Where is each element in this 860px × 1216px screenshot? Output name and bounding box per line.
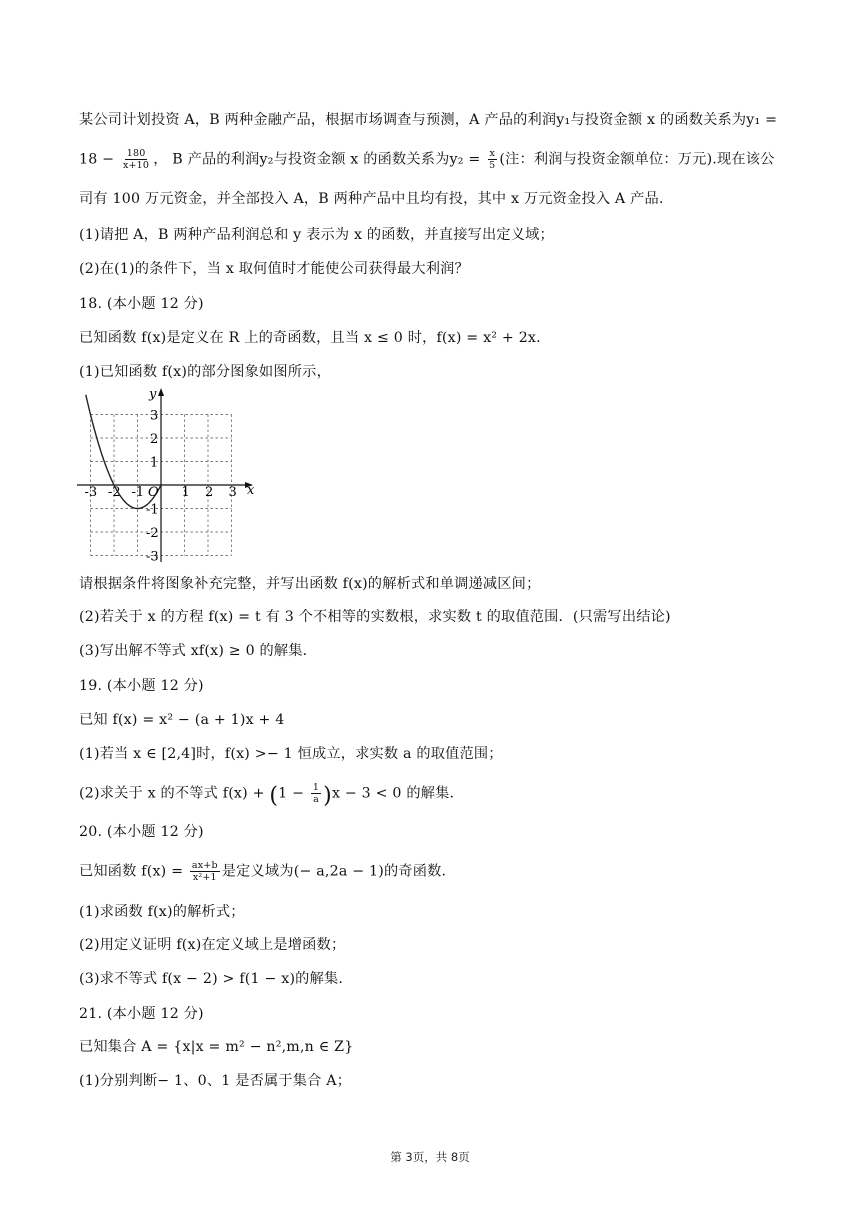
p17-question1: (1)请把 A，B 两种产品利润总和 y 表示为 x 的函数，并直接写出定义域； <box>79 227 554 243</box>
p18-header: 18. (本小题 12 分) <box>79 296 204 312</box>
x-tick-label: 2 <box>205 485 214 500</box>
p19-question1: (1)若当 x ∈ [2,4]时，f(x) >− 1 恒成立，求实数 a 的取值范围； <box>79 746 503 762</box>
p17-line2-post: (注：利润与投资金额单位：万元).现在该公 <box>499 151 775 168</box>
fraction <box>121 148 151 171</box>
fraction-numerator: x <box>489 148 496 159</box>
p20-question2: (2)用定义证明 f(x)在定义域上是增函数； <box>79 937 346 953</box>
p19-header: 19. (本小题 12 分) <box>79 678 204 694</box>
fraction-denominator: x²+1 <box>192 872 217 883</box>
left-paren: ( <box>269 783 279 809</box>
p17-line3: 司有 100 万元资金，并全部投入 A，B 两种产品中且均有投，其中 x 万元资金投入 A 产品. <box>79 191 664 207</box>
p19-q2-pre: (2)求关于 x 的不等式 f(x) + <box>79 785 270 802</box>
p18-after-graph: 请根据条件将图象补充完整，并写出函数 f(x)的解析式和单调递减区间； <box>79 576 541 592</box>
p20-header: 20. (本小题 12 分) <box>79 824 204 840</box>
y-tick-label: -2 <box>146 526 159 541</box>
p21-question1: (1)分别判断− 1、0、1 是否属于集合 A； <box>79 1073 352 1089</box>
fraction <box>487 148 497 171</box>
y-tick-label: -3 <box>146 549 159 562</box>
p18-question1: (1)已知函数 f(x)的部分图象如图所示， <box>79 364 331 380</box>
fraction <box>190 860 220 883</box>
p18-question3: (3)写出解不等式 xf(x) ≥ 0 的解集. <box>79 643 308 659</box>
y-tick-label: 1 <box>150 455 159 471</box>
p18-stem: 已知函数 f(x)是定义在 R 上的奇函数，且当 x ≤ 0 时，f(x) = x² + 2x. <box>79 330 541 346</box>
p20-stem-post: 是定义域为(− a,2a − 1)的奇函数. <box>221 863 447 880</box>
p19-q2-one: 1 − <box>278 785 309 802</box>
page-footer: 第 3页，共 8页 <box>390 1150 470 1164</box>
fraction-numerator: ax+b <box>191 860 218 871</box>
right-paren: ) <box>323 783 332 809</box>
fraction <box>311 782 321 805</box>
p20-question3: (3)求不等式 f(x − 2) > f(1 − x)的解集. <box>79 971 344 987</box>
p17-line1: 某公司计划投资 A，B 两种金融产品，根据市场调查与预测，A 产品的利润y₁与投资金额 x 的函数关系为y₁ = <box>79 112 778 128</box>
x-tick-label: -1 <box>131 485 145 500</box>
y-tick-label: 3 <box>150 408 159 424</box>
p20-stem-pre: 已知函数 f(x) = <box>79 863 188 880</box>
y-tick-label: 2 <box>150 432 159 447</box>
origin-label: O <box>148 485 159 500</box>
p17-line2-pre: 18 − <box>79 151 119 168</box>
p17-line2-mid: ， B 产品的利润y₂与投资金额 x 的函数关系为y₂ = <box>153 151 486 168</box>
fraction-numerator: 180 <box>126 148 146 159</box>
fraction-denominator: a <box>313 794 319 805</box>
x-tick-label: -2 <box>108 485 121 500</box>
p20-question1: (1)求函数 f(x)的解析式； <box>79 904 245 920</box>
x-axis-label: x <box>247 483 255 498</box>
y-tick-label: -1 <box>146 502 159 518</box>
p20-stem <box>79 860 446 883</box>
p21-header: 21. (本小题 12 分) <box>79 1006 204 1022</box>
p19-question2 <box>79 782 454 807</box>
fraction-denominator: x+10 <box>122 160 150 171</box>
p19-stem: 已知 f(x) = x² − (a + 1)x + 4 <box>79 712 285 728</box>
x-tick-label: 3 <box>228 485 237 500</box>
p19-q2-post: x − 3 < 0 的解集. <box>331 785 455 802</box>
fraction-denominator: 5 <box>489 160 496 171</box>
p17-question2: (2)在(1)的条件下，当 x 取何值时才能使公司获得最大利润？ <box>79 261 469 277</box>
fraction-numerator: 1 <box>312 782 320 793</box>
x-tick-label: 1 <box>181 485 190 500</box>
p21-stem: 已知集合 A = {x|x = m² − n²,m,n ∈ Z} <box>79 1039 354 1055</box>
y-axis-arrow <box>158 388 164 396</box>
x-tick-label: -3 <box>84 485 98 500</box>
p17-line2 <box>79 148 775 171</box>
y-axis-label: y <box>149 387 157 402</box>
p18-question2: (2)若关于 x 的方程 f(x) = t 有 3 个不相等的实数根，求实数 t 的取值范围．(只需写出结论) <box>79 609 671 625</box>
function-graph <box>77 386 263 562</box>
